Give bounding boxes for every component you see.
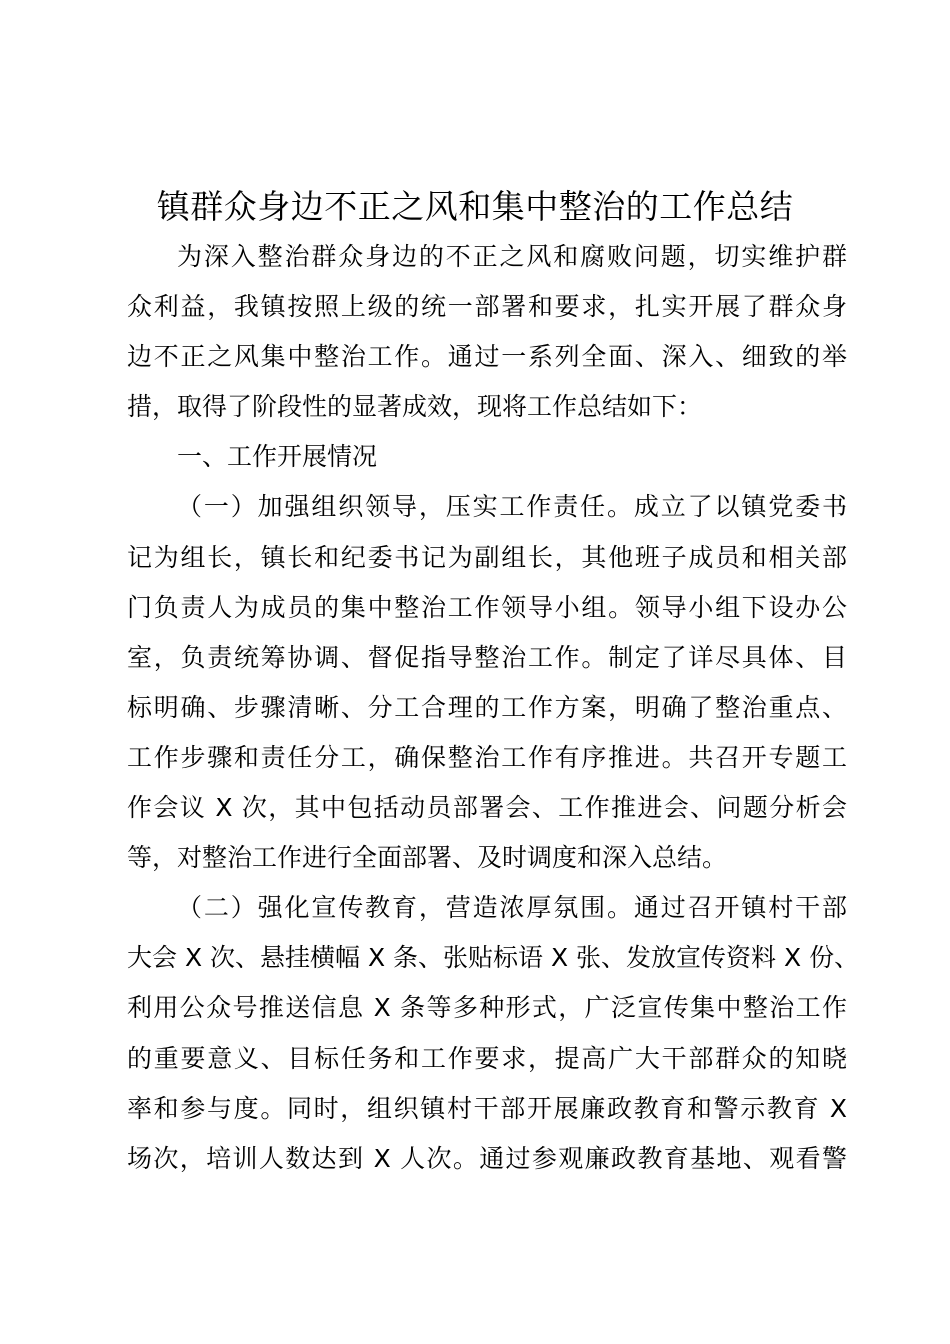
text-line: 门负责人为成员的集中整治工作领导小组。领导小组下设办公 bbox=[127, 592, 847, 622]
text-line: 大会 X 次、悬挂横幅 X 条、张贴标语 X 张、发放宣传资料 X 份、 bbox=[127, 943, 860, 973]
text-line: （一）加强组织领导，压实工作责任。成立了以镇党委书 bbox=[177, 492, 847, 522]
paragraph bbox=[127, 232, 847, 432]
text-line: 室，负责统筹协调、督促指导整治工作。制定了详尽具体、目 bbox=[127, 642, 847, 672]
paragraph bbox=[127, 482, 847, 883]
text-line: 工作步骤和责任分工，确保整治工作有序推进。共召开专题工 bbox=[127, 742, 847, 772]
section-heading bbox=[127, 432, 847, 482]
text-line: 边不正之风集中整治工作。通过一系列全面、深入、细致的举 bbox=[127, 342, 847, 372]
text-line: 标明确、步骤清晰、分工合理的工作方案，明确了整治重点、 bbox=[127, 692, 847, 722]
document-title: 镇群众身边不正之风和集中整治的工作总结 bbox=[156, 187, 794, 226]
text-line: 一、工作开展情况 bbox=[177, 442, 378, 472]
text-line: 众利益，我镇按照上级的统一部署和要求，扎实开展了群众身 bbox=[127, 292, 847, 322]
text-line: 措，取得了阶段性的显著成效，现将工作总结如下： bbox=[127, 392, 703, 422]
text-line: 场次，培训人数达到 X 人次。通过参观廉政教育基地、观看警 bbox=[127, 1143, 847, 1173]
text-line: 等，对整治工作进行全面部署、及时调度和深入总结。 bbox=[127, 843, 728, 873]
text-line: （二）强化宣传教育，营造浓厚氛围。通过召开镇村干部 bbox=[177, 893, 847, 923]
text-line: 的重要意义、目标任务和工作要求，提高广大干部群众的知晓 bbox=[127, 1043, 847, 1073]
text-line: 利用公众号推送信息 X 条等多种形式，广泛宣传集中整治工作 bbox=[127, 993, 847, 1023]
text-line: 为深入整治群众身边的不正之风和腐败问题，切实维护群 bbox=[177, 242, 847, 271]
paragraph bbox=[127, 883, 860, 1184]
text-line: 作会议 X 次，其中包括动员部署会、工作推进会、问题分析会 bbox=[127, 793, 847, 823]
document-body bbox=[127, 232, 860, 1184]
text-line: 率和参与度。同时，组织镇村干部开展廉政教育和警示教育 X bbox=[127, 1093, 847, 1123]
text-line: 记为组长，镇长和纪委书记为副组长，其他班子成员和相关部 bbox=[127, 542, 847, 572]
